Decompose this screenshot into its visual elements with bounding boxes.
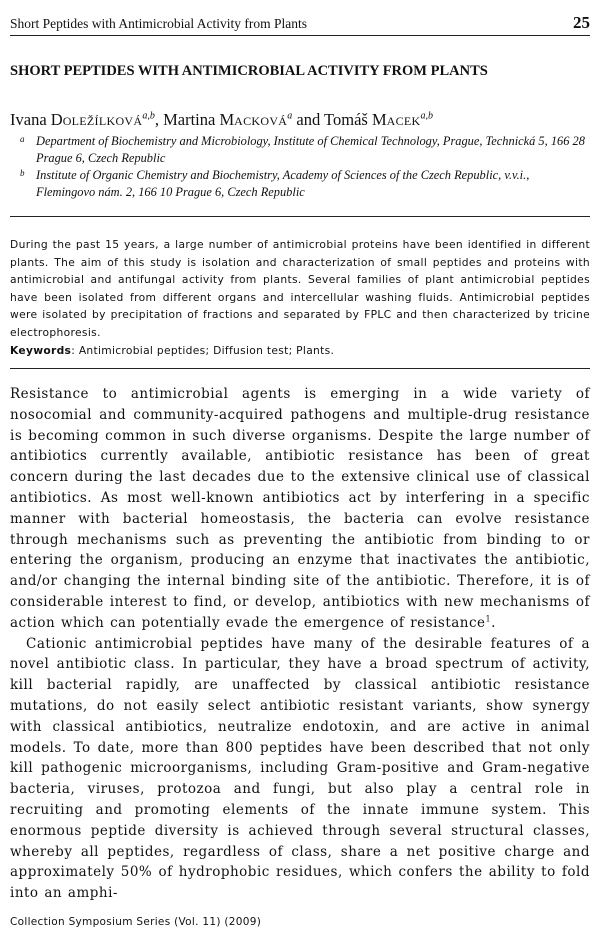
- abstract: During the past 15 years, a large number of antimicrobial proteins have been identified in different plants. The aim of this study is isolation and characterization of small peptides and proteins with antimicrobial and antifungal activity from plants. Several families of plant antimicrobial peptides have been isolated from different organs and intercellular washing fluids. Antimicrobial peptides were isolated by precipitation of fractions and separated by FPLC and then characterized by tricine electrophoresis.: [10, 238, 590, 339]
- author-1-surname: OLEŽÍLKOVÁ: [62, 114, 143, 128]
- running-header: [10, 13, 590, 36]
- affiliation-text: Institute of Organic Chemistry and Biochemistry, Academy of Sciences of the Czech Republic, v.v.i., Flemingovo nám. 2, 166 10 Prague 6, Czech Republic: [36, 168, 530, 199]
- keywords: [10, 342, 590, 359]
- author-2-initial: M: [219, 110, 235, 129]
- divider-rule: [10, 216, 590, 217]
- divider-rule: [10, 368, 590, 369]
- paragraph-2: Cationic antimicrobial peptides have many of the desirable features of a novel antibiotic class. In particular, they have a broad spectrum of activity, kill bacterial rapidly, are unaffected by classical antibiotic resistance mutations, do not easily select antibiotic resistant variants, show synergy with classical antibiotics, neutralize endotoxin, and are active in animal models. To date, more than 800 peptides have been described that not only kill pathogenic microorganisms, including Gram-positive and Gram-negative bacteria, viruses, protozoa and fungi, but also play a central role in recruiting and promoting elements of the innate immune system. This enormous peptide diversity is achieved through several structural classes, whereby all peptides, regardless of class, share a net positive charge and approximately 50% of hydrophobic residues, which confers the ability to fold into an amphi-: [10, 635, 590, 902]
- paragraph-1-text: Resistance to antimicrobial agents is emerging in a wide variety of nosocomial and community-acquired pathogens and multiple-drug resistance is becoming common in such diverse organisms. Despite the large number of antibiotics currently available, antibiotic resistance has been of great concern during the last decades due to the extensive clinical use of classical antibiotics. As most well-known antibiotics act by interfering in a specific manner with bacterial homeostasis, the bacteria can evolve resistance through mechanisms such as preventing the antibiotic from binding to or entering the organism, producing an enzyme that inactivates the antibiotic, and/or changing the internal binding site of the antibiotic. Therefore, it is of considerable interest to find, or develop, antibiotics with new mechanisms of action which can potentially evade the emergence of resistance: [10, 386, 590, 631]
- affiliations: [20, 133, 590, 201]
- paragraph-1-end: .: [491, 614, 496, 631]
- reference-mark[interactable]: 1: [485, 614, 492, 624]
- author-1-affil-mark: a,b: [142, 110, 155, 122]
- page-footer: Collection Symposium Series (Vol. 11) (2009): [10, 916, 262, 928]
- article-title: SHORT PEPTIDES WITH ANTIMICROBIAL ACTIVITY FROM PLANTS: [10, 63, 488, 79]
- affiliation-mark: a: [20, 134, 25, 144]
- author-2-surname: ACKOVÁ: [234, 114, 288, 128]
- author-2-affil-mark: a: [287, 110, 293, 122]
- paragraph-1: [10, 384, 590, 634]
- author-3-initial: M: [371, 110, 387, 129]
- author-2-first: , Martina: [154, 110, 220, 129]
- affiliation-a: [20, 133, 590, 167]
- author-3-surname: ACEK: [386, 114, 421, 128]
- affiliation-b: [20, 167, 590, 201]
- affiliation-text: Department of Biochemistry and Microbiology, Institute of Chemical Technology, Prague, Technická 5, 166 28 Prague 6, Czech Republic: [36, 134, 585, 165]
- keywords-text: : Antimicrobial peptides; Diffusion test; Plants.: [71, 344, 335, 357]
- page: [10, 0, 590, 940]
- affiliation-mark: b: [20, 168, 25, 178]
- author-3-first: and Tomáš: [292, 110, 372, 129]
- page-number: 25: [573, 13, 590, 32]
- author-list: [10, 110, 433, 130]
- author-1-first: Ivana: [10, 110, 51, 129]
- author-3-affil-mark: a,b: [420, 110, 433, 122]
- body-text: [10, 384, 590, 904]
- running-title: Short Peptides with Antimicrobial Activity from Plants: [10, 16, 307, 31]
- author-1-initial: D: [50, 110, 63, 129]
- keywords-label: Keywords: [10, 344, 72, 357]
